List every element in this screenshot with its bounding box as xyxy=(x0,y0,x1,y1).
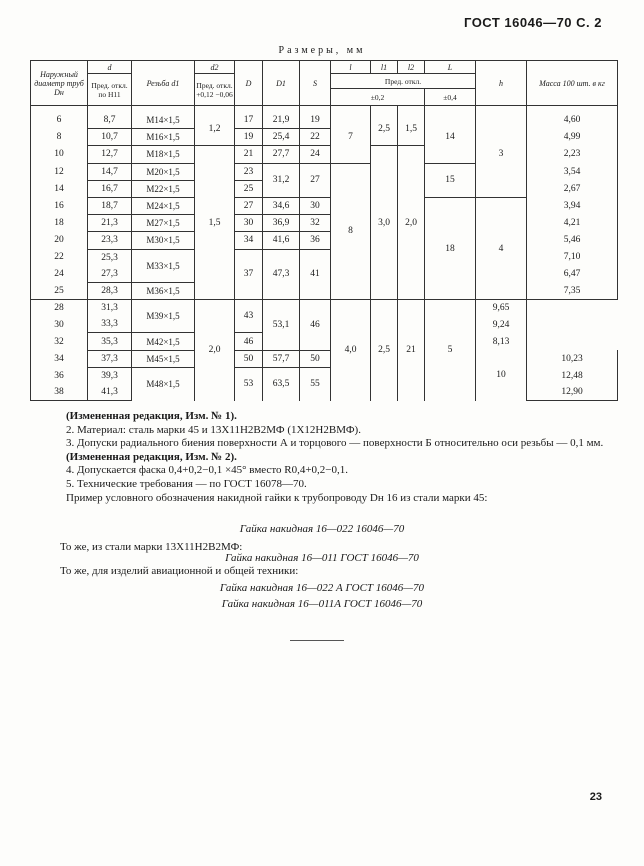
cell-D: 27 xyxy=(235,197,263,214)
cell-dn: 32 xyxy=(31,333,88,350)
cell-mass: 8,13 xyxy=(476,333,527,350)
cell-dn: 25 xyxy=(31,282,88,299)
cell-l2: 2,5 xyxy=(371,300,398,401)
same-aviation-line: То же, для изделий авиационной и общей техники: xyxy=(60,565,299,577)
cell-dn: 12 xyxy=(31,163,88,180)
cell-thread: M24×1,5 xyxy=(132,197,195,214)
header-tol-group: Пред. откл. xyxy=(331,74,476,89)
example-designation-3: Гайка накидная 16—022 А ГОСТ 16046—70 xyxy=(219,582,425,594)
cell-dn: 36 xyxy=(31,367,88,384)
cell-dn: 14 xyxy=(31,180,88,197)
cell-d: 8,7 xyxy=(88,106,132,129)
header-S: S xyxy=(300,61,331,106)
cell-D1: 27,7 xyxy=(263,146,300,163)
cell-mass: 5,46 xyxy=(527,232,618,249)
note-5: 5. Технические требования — по ГОСТ 16078—70. xyxy=(66,477,307,490)
header-D1: D1 xyxy=(263,61,300,106)
cell-l1: 3,0 xyxy=(371,146,398,300)
header-L: L xyxy=(425,61,476,74)
cell-S: 24 xyxy=(300,146,331,163)
cell-mass: 7,35 xyxy=(527,282,618,299)
cell-D1: 25,4 xyxy=(263,129,300,146)
cell-S: 27 xyxy=(300,163,331,197)
header-h: h xyxy=(476,61,527,106)
cell-thread: M16×1,5 xyxy=(132,129,195,146)
cell-d2: 1,2 xyxy=(195,106,235,146)
cell-D: 21 xyxy=(235,146,263,163)
cell-D: 23 xyxy=(235,163,263,180)
cell-thread: M33×1,5 xyxy=(132,249,195,282)
cell-D: 17 xyxy=(235,106,263,129)
cell-D1: 41,6 xyxy=(263,232,300,249)
note-3: 3. Допуски радиального биения поверхности А и торцового — поверхности Б относительно оси резьбы — 0,1 мм. xyxy=(66,437,604,450)
table-body xyxy=(31,106,618,401)
cell-dn: 22 xyxy=(31,249,88,266)
cell-thread: M36×1,5 xyxy=(132,282,195,299)
cell-l1: 4,0 xyxy=(331,300,371,401)
cell-D1: 31,2 xyxy=(263,163,300,197)
edit-note-2: (Измененная редакция, Изм. № 2). xyxy=(66,450,237,463)
example-designation-2: Гайка накидная 16—011 ГОСТ 16046—70 xyxy=(225,552,419,564)
cell-d: 23,3 xyxy=(88,232,132,249)
cell-mass: 4,21 xyxy=(527,215,618,232)
cell-l2: 1,5 xyxy=(398,106,425,146)
cell-thread: M45×1,5 xyxy=(132,350,195,367)
header-D: D xyxy=(235,61,263,106)
cell-dn: 24 xyxy=(31,266,88,283)
cell-mass: 4,99 xyxy=(527,129,618,146)
cell-thread: M18×1,5 xyxy=(132,146,195,163)
dimensions-table xyxy=(30,60,618,401)
cell-D1: 34,6 xyxy=(263,197,300,214)
cell-d: 41,3 xyxy=(88,384,132,401)
cell-mass: 9,65 xyxy=(476,300,527,317)
cell-dn: 28 xyxy=(31,300,88,317)
note-4: 4. Допускается фаска 0,4+0,2−0,1 ×45° вместо R0,4+0,2−0,1. xyxy=(66,464,348,477)
cell-thread: M39×1,5 xyxy=(132,300,195,333)
cell-dn: 8 xyxy=(31,129,88,146)
cell-S: 30 xyxy=(300,197,331,214)
header-d2-tol: Пред. откл. +0,12 −0,06 xyxy=(195,74,235,106)
cell-l: 8 xyxy=(331,163,371,300)
cell-D: 34 xyxy=(235,232,263,249)
header-tol-l: ±0,2 xyxy=(331,89,425,106)
cell-S: 55 xyxy=(300,367,331,400)
cell-L: 18 xyxy=(425,197,476,299)
cell-h: 3 xyxy=(476,106,527,198)
cell-D: 19 xyxy=(235,129,263,146)
cell-dn: 20 xyxy=(31,232,88,249)
cell-dn: 6 xyxy=(31,106,88,129)
cell-d: 21,3 xyxy=(88,215,132,232)
cell-D1: 63,5 xyxy=(263,367,300,400)
header-l2: l2 xyxy=(398,61,425,74)
cell-l2: 2,0 xyxy=(398,146,425,300)
cell-d: 35,3 xyxy=(88,333,132,350)
example-designation-1: Гайка накидная 16—022 16046—70 xyxy=(239,523,405,535)
cell-l: 10 xyxy=(476,350,527,401)
cell-mass: 2,23 xyxy=(527,146,618,163)
cell-S: 46 xyxy=(300,300,331,351)
cell-d: 14,7 xyxy=(88,163,132,180)
cell-S: 22 xyxy=(300,129,331,146)
header-l1: l1 xyxy=(371,61,398,74)
cell-d: 39,3 xyxy=(88,367,132,384)
header-d-tol: Пред. откл. по Н11 xyxy=(88,74,132,106)
cell-l: 7 xyxy=(331,106,371,164)
cell-mass: 12,48 xyxy=(527,367,618,384)
table-caption: Размеры, мм xyxy=(278,45,366,56)
cell-L: 15 xyxy=(425,163,476,197)
header-thread: Резьба d1 xyxy=(132,61,195,106)
cell-D: 30 xyxy=(235,215,263,232)
note-2: 2. Материал: сталь марки 45 и 13Х11Н2В2МФ (1Х12Н2ВМФ). xyxy=(66,423,361,436)
header-mass: Масса 100 шт. в кг xyxy=(527,61,618,106)
example-intro: Пример условного обозначения накидной гайки к трубопроводу Dн 16 из стали марки 45: xyxy=(66,491,488,504)
edit-note-1: (Измененная редакция, Изм. № 1). xyxy=(66,410,237,422)
cell-D: 46 xyxy=(235,333,263,350)
cell-mass: 9,24 xyxy=(476,316,527,333)
cell-D1: 53,1 xyxy=(263,300,300,351)
cell-mass: 12,90 xyxy=(527,384,618,401)
cell-thread: M20×1,5 xyxy=(132,163,195,180)
cell-D: 50 xyxy=(235,350,263,367)
cell-mass: 2,67 xyxy=(527,180,618,197)
cell-h: 5 xyxy=(425,300,476,401)
cell-mass: 3,94 xyxy=(527,197,618,214)
header-dn: Наружный диаметр труб Dн xyxy=(31,61,88,106)
cell-d: 12,7 xyxy=(88,146,132,163)
cell-S: 19 xyxy=(300,106,331,129)
cell-d2: 1,5 xyxy=(195,146,235,300)
cell-d: 18,7 xyxy=(88,197,132,214)
cell-mass: 4,60 xyxy=(527,106,618,129)
cell-dn: 30 xyxy=(31,316,88,333)
cell-S: 50 xyxy=(300,350,331,367)
example-designation-4: Гайка накидная 16—011А ГОСТ 16046—70 xyxy=(221,598,423,610)
cell-thread: M30×1,5 xyxy=(132,232,195,249)
cell-dn: 34 xyxy=(31,350,88,367)
cell-thread: M27×1,5 xyxy=(132,215,195,232)
cell-d: 31,3 xyxy=(88,300,132,317)
cell-S: 36 xyxy=(300,232,331,249)
cell-mass: 7,10 xyxy=(527,249,618,266)
cell-D: 25 xyxy=(235,180,263,197)
cell-d: 27,3 xyxy=(88,266,132,283)
cell-thread: M42×1,5 xyxy=(132,333,195,350)
cell-S: 32 xyxy=(300,215,331,232)
document-header: ГОСТ 16046—70 С. 2 xyxy=(464,15,602,30)
cell-L: 21 xyxy=(398,300,425,401)
cell-mass: 6,47 xyxy=(527,266,618,283)
cell-thread: M14×1,5 xyxy=(132,106,195,129)
header-d: d xyxy=(88,61,132,74)
cell-mass: 3,54 xyxy=(527,163,618,180)
cell-h: 4 xyxy=(476,197,527,299)
cell-dn: 10 xyxy=(31,146,88,163)
cell-d2: 2,0 xyxy=(195,300,235,401)
page-number: 23 xyxy=(589,791,602,803)
cell-d: 33,3 xyxy=(88,316,132,333)
cell-D1: 57,7 xyxy=(263,350,300,367)
cell-S: 41 xyxy=(300,249,331,300)
header-tol-L: ±0,4 xyxy=(425,89,476,106)
header-d2: d2 xyxy=(195,61,235,74)
cell-D1: 21,9 xyxy=(263,106,300,129)
cell-D: 43 xyxy=(235,300,263,333)
header-l: l xyxy=(331,61,371,74)
cell-dn: 16 xyxy=(31,197,88,214)
cell-d: 28,3 xyxy=(88,282,132,299)
same-steel-line: То же, из стали марки 13Х11Н2В2МФ: xyxy=(60,541,243,553)
cell-d: 16,7 xyxy=(88,180,132,197)
cell-d: 10,7 xyxy=(88,129,132,146)
cell-D1: 47,3 xyxy=(263,249,300,300)
cell-d: 37,3 xyxy=(88,350,132,367)
cell-thread: M48×1,5 xyxy=(132,367,195,400)
cell-L: 14 xyxy=(425,106,476,164)
cell-thread: M22×1,5 xyxy=(132,180,195,197)
notes xyxy=(66,410,626,505)
cell-D: 53 xyxy=(235,367,263,400)
cell-mass: 10,23 xyxy=(527,350,618,367)
cell-d: 25,3 xyxy=(88,249,132,266)
cell-D: 37 xyxy=(235,249,263,300)
cell-D1: 36,9 xyxy=(263,215,300,232)
cell-l1: 2,5 xyxy=(371,106,398,146)
cell-dn: 18 xyxy=(31,215,88,232)
separator-rule xyxy=(290,640,344,641)
cell-dn: 38 xyxy=(31,384,88,401)
